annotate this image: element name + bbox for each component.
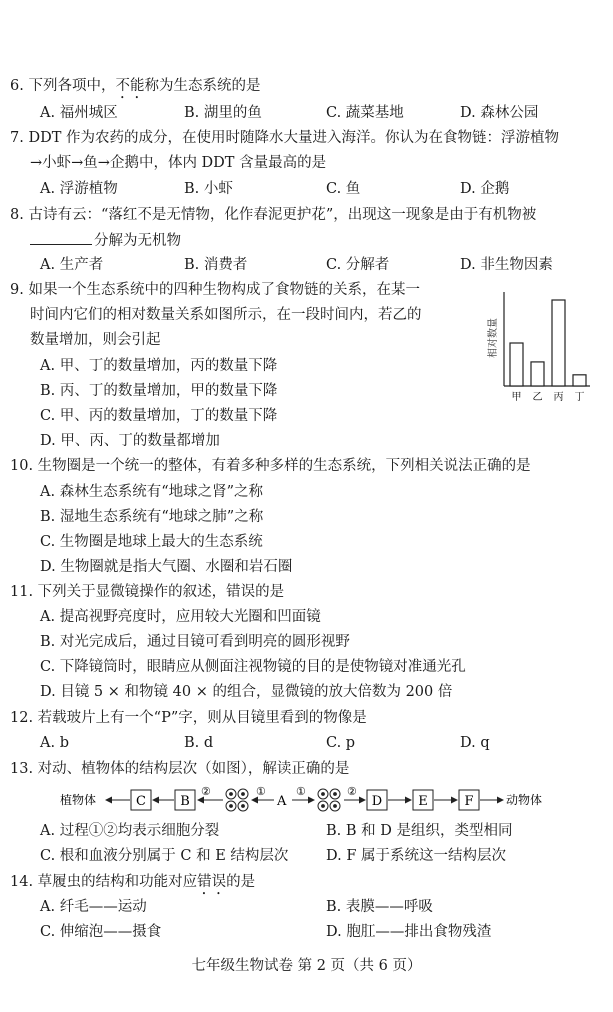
q13-stem: 13. 对动、植物体的结构层次（如图），解读正确的是 [10, 761, 350, 777]
q14-stem: 14. 草履虫的结构和功能对应错误的是 [10, 874, 256, 890]
cell-cluster-right [318, 789, 340, 811]
q13-option-c: C. 根和血液分别属于 C 和 E 结构层次 [40, 848, 289, 864]
q8-option-c: C. 分解者 [326, 257, 390, 273]
q12-option-a: A. b [40, 735, 69, 751]
category-label: 丁 [574, 392, 585, 403]
q9-stem: 9. 如果一个生态系统中的四种生物构成了食物链的关系，在某一 [10, 282, 420, 298]
plant-label: 植物体 [60, 793, 97, 807]
q6-option-a: A. 福州城区 [40, 105, 118, 121]
q9-stem-line2: 时间内它们的相对数量关系如图所示，在一段时间内，若乙的 [30, 307, 422, 323]
bar-4 [573, 375, 586, 386]
animal-label: 动物体 [506, 793, 543, 807]
q10-option-b: B. 湿地生态系统有“地球之肺”之称 [40, 509, 264, 525]
q11-option-d: D. 目镜 5 × 和物镜 40 × 的组合，显微镜的放大倍数为 200 倍 [40, 684, 453, 700]
q7-option-d: D. 企鹅 [460, 181, 510, 197]
q8-option-b: B. 消费者 [184, 257, 248, 273]
q11-option-c: C. 下降镜筒时，眼睛应从侧面注视物镜的目的是使物镜对准通光孔 [40, 659, 466, 675]
step-1-left: ① [256, 785, 266, 798]
q6-option-d: D. 森林公园 [460, 105, 539, 121]
q9-option-a: A. 甲、丁的数量增加，丙的数量下降 [40, 358, 278, 374]
q11-option-b: B. 对光完成后，通过目镜可看到明亮的圆形视野 [40, 634, 350, 650]
q13-option-b: B. B 和 D 是组织，类型相同 [326, 823, 513, 839]
step-1-right: ① [296, 785, 306, 798]
category-label: 甲 [511, 392, 522, 403]
page-footer: 七年级生物试卷 第 2 页（共 6 页） [191, 958, 422, 974]
q14-option-d: D. 胞肛——排出食物残渣 [326, 924, 492, 940]
q10-option-c: C. 生物圈是地球上最大的生态系统 [40, 534, 263, 550]
q6-option-c: C. 蔬菜基地 [326, 105, 404, 121]
q12-option-d: D. q [460, 735, 490, 751]
q10-option-a: A. 森林生态系统有“地球之肾”之称 [40, 484, 264, 500]
q14-option-c: C. 伸缩泡——摄食 [40, 924, 162, 940]
q8-stem-line2: 分解为无机物 [30, 230, 181, 251]
q7-stem: 7. DDT 作为农药的成分，在使用时随降水大量进入海洋。你认为在食物链：浮游植物 [10, 130, 559, 146]
q6-option-b: B. 湖里的鱼 [184, 105, 262, 121]
svg-text:C: C [136, 794, 146, 809]
category-label: 乙 [532, 392, 543, 403]
bar-1 [510, 343, 523, 386]
q8-stem: 8. 古诗有云：“落红不是无情物，化作春泥更护花”，出现这一现象是由于有机物被 [10, 207, 537, 223]
q12-option-c: C. p [326, 735, 356, 751]
q9-bar-chart [484, 290, 594, 405]
q7-option-a: A. 浮游植物 [40, 181, 118, 197]
bar-2 [531, 362, 544, 386]
q7-stem-line2: →小虾→鱼→企鹅中，体内 DDT 含量最高的是 [30, 155, 327, 171]
q14-option-b: B. 表膜——呼吸 [326, 899, 433, 915]
answer-blank [30, 230, 92, 245]
q12-stem: 12. 若载玻片上有一个“P”字，则从目镜里看到的物像是 [10, 710, 367, 726]
node-a: A [277, 794, 287, 809]
q10-stem: 10. 生物圈是一个统一的整体，有着多种多样的生态系统，下列相关说法正确的是 [10, 458, 531, 474]
step-2-left: ② [201, 785, 211, 798]
q11-option-a: A. 提高视野亮度时，应用较大光圈和凹面镜 [40, 609, 321, 625]
svg-text:F: F [464, 794, 474, 809]
q8-option-a: A. 生产者 [40, 257, 104, 273]
q13-option-a: A. 过程①②均表示细胞分裂 [40, 823, 220, 839]
category-label: 丙 [553, 392, 564, 403]
q10-option-d: D. 生物圈就是指大气圈、水圈和岩石圈 [40, 559, 293, 575]
q9-option-d: D. 甲、丙、丁的数量都增加 [40, 433, 220, 449]
q9-stem-line3: 数量增加，则会引起 [30, 332, 161, 348]
q14-option-a: A. 纤毛——运动 [40, 899, 147, 915]
q12-option-b: B. d [184, 735, 214, 751]
svg-text:B: B [180, 794, 190, 809]
q6-stem: 6. 下列各项中，不能称为生态系统的是 [10, 78, 261, 94]
y-axis-label: 相对数量 [488, 318, 499, 358]
q7-option-c: C. 鱼 [326, 181, 361, 197]
q11-stem: 11. 下列关于显微镜操作的叙述，错误的是 [10, 584, 285, 600]
svg-text:E: E [418, 794, 428, 809]
q13-option-d: D. F 属于系统这一结构层次 [326, 848, 506, 864]
q9-option-c: C. 甲、丙的数量增加，丁的数量下降 [40, 408, 278, 424]
q7-option-b: B. 小虾 [184, 181, 233, 197]
q9-option-b: B. 丙、丁的数量增加，甲的数量下降 [40, 383, 278, 399]
cell-cluster-left [226, 789, 248, 811]
step-2-right: ② [347, 785, 357, 798]
bar-3 [552, 300, 565, 386]
q8-option-d: D. 非生物因素 [460, 257, 553, 273]
q13-structure-diagram [60, 785, 560, 815]
svg-text:D: D [371, 794, 383, 809]
